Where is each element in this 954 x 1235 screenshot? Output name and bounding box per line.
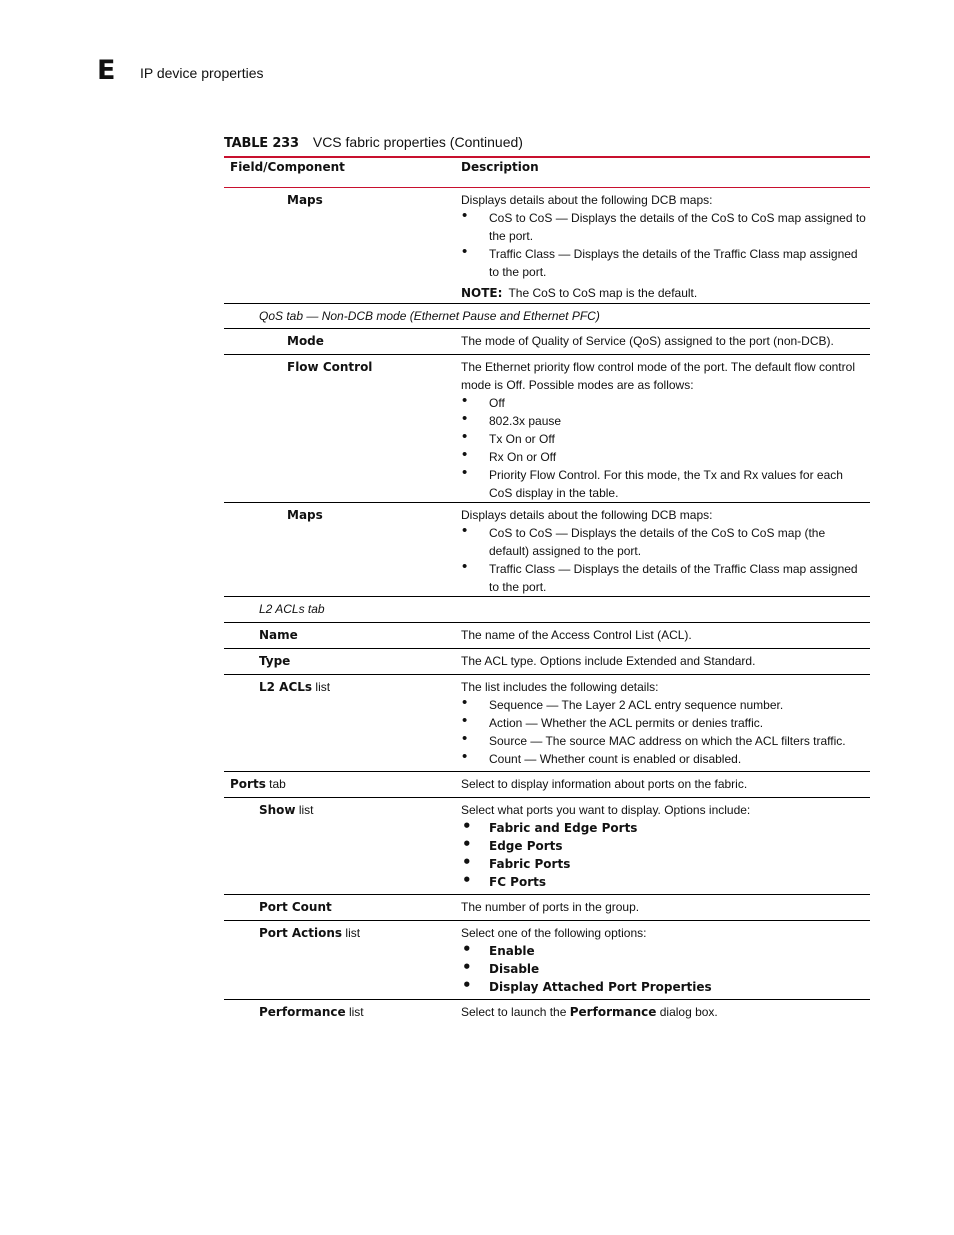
chapter-letter: E <box>97 55 116 86</box>
field-label: L2 ACLs list <box>259 680 331 694</box>
field-description <box>461 191 866 302</box>
field-label: Ports tab <box>230 777 286 791</box>
bullet-list <box>461 209 866 281</box>
description-intro: Select one of the following options: <box>461 926 647 940</box>
list-item: • CoS to CoS — Displays the details of the CoS to CoS map (the default) assigned to the port. <box>461 524 866 560</box>
table-row <box>224 921 870 1000</box>
running-header-title: IP device properties <box>140 65 264 81</box>
field-description: The ACL type. Options include Extended and Standard. <box>461 654 756 668</box>
note-label: NOTE: <box>461 286 503 300</box>
bullet-list <box>461 819 866 891</box>
table-section-row <box>224 304 870 329</box>
field-label: Maps <box>287 508 323 522</box>
column-header-description: Description <box>461 160 539 174</box>
field-label: Maps <box>287 193 323 207</box>
field-description: The number of ports in the group. <box>461 900 640 914</box>
description-intro: The list includes the following details: <box>461 680 659 694</box>
list-item: • Disable <box>461 960 866 978</box>
field-description <box>461 801 866 891</box>
bullet-list <box>461 942 866 996</box>
list-item: • Display Attached Port Properties <box>461 978 866 996</box>
bullet-list <box>461 696 866 768</box>
field-description <box>461 506 866 596</box>
field-label: Flow Control <box>287 360 373 374</box>
description-intro: Displays details about the following DCB maps: <box>461 508 713 522</box>
list-item: • Priority Flow Control. For this mode, the Tx and Rx values for each CoS display in the table. <box>461 466 866 502</box>
table-row <box>224 798 870 895</box>
field-label: Performance list <box>259 1005 364 1019</box>
table-row <box>224 1000 870 1025</box>
table-row <box>224 329 870 355</box>
list-item: • Fabric Ports <box>461 855 866 873</box>
bullet-list <box>461 394 866 502</box>
table-row <box>224 188 870 304</box>
field-description: The name of the Access Control List (ACL). <box>461 628 692 642</box>
description-intro: The Ethernet priority flow control mode of the port. The default flow control mode is Off. Possible modes are as follows: <box>461 360 855 392</box>
list-item: • Rx On or Off <box>461 448 866 466</box>
description-intro: Select what ports you want to display. Options include: <box>461 803 751 817</box>
section-label: QoS tab — Non-DCB mode (Ethernet Pause and Ethernet PFC) <box>259 309 600 323</box>
list-item: • Off <box>461 394 866 412</box>
bullet-list <box>461 524 866 596</box>
table-row <box>224 623 870 649</box>
field-label: Type <box>259 654 291 668</box>
field-label: Name <box>259 628 298 642</box>
list-item: • Traffic Class — Displays the details of the Traffic Class map assigned to the port. <box>461 245 866 281</box>
list-item: • Fabric and Edge Ports <box>461 819 866 837</box>
list-item: • 802.3x pause <box>461 412 866 430</box>
table-caption <box>224 134 523 151</box>
field-label: Port Count <box>259 900 332 914</box>
table-row <box>224 772 870 798</box>
table-caption-number: TABLE 233 <box>224 136 299 151</box>
field-label: Show list <box>259 803 314 817</box>
table-section-row <box>224 597 870 623</box>
list-item: • Sequence — The Layer 2 ACL entry sequence number. <box>461 696 866 714</box>
performance-dialog-name: Performance <box>569 1005 657 1019</box>
note-text: The CoS to CoS map is the default. <box>508 286 698 300</box>
list-item: • CoS to CoS — Displays the details of the CoS to CoS map assigned to the port. <box>461 209 866 245</box>
table-row <box>224 503 870 597</box>
table-top-rule <box>224 156 870 158</box>
note <box>461 284 866 302</box>
column-header-field: Field/Component <box>230 160 345 174</box>
field-description <box>461 358 866 502</box>
list-item: • Edge Ports <box>461 837 866 855</box>
table-row <box>224 649 870 675</box>
table-row <box>224 895 870 921</box>
table-caption-title: VCS fabric properties (Continued) <box>312 134 523 150</box>
list-item: • Source — The source MAC address on which the ACL filters traffic. <box>461 732 866 750</box>
list-item: • Count — Whether count is enabled or disabled. <box>461 750 866 768</box>
field-description <box>461 678 866 768</box>
field-description: The mode of Quality of Service (QoS) assigned to the port (non-DCB). <box>461 334 834 348</box>
field-description: Select to display information about ports on the fabric. <box>461 777 748 791</box>
list-item: • Action — Whether the ACL permits or denies traffic. <box>461 714 866 732</box>
section-label: L2 ACLs tab <box>259 602 325 616</box>
table-row <box>224 355 870 503</box>
list-item: • Enable <box>461 942 866 960</box>
list-item: • Tx On or Off <box>461 430 866 448</box>
field-label: Port Actions list <box>259 926 361 940</box>
field-description <box>461 924 866 996</box>
list-item: • FC Ports <box>461 873 866 891</box>
list-item: • Traffic Class — Displays the details of the Traffic Class map assigned to the port. <box>461 560 866 596</box>
description-intro: Displays details about the following DCB maps: <box>461 193 713 207</box>
field-label: Mode <box>287 334 324 348</box>
table-row <box>224 675 870 772</box>
field-description: Select to launch the Performance dialog box. <box>461 1005 718 1019</box>
